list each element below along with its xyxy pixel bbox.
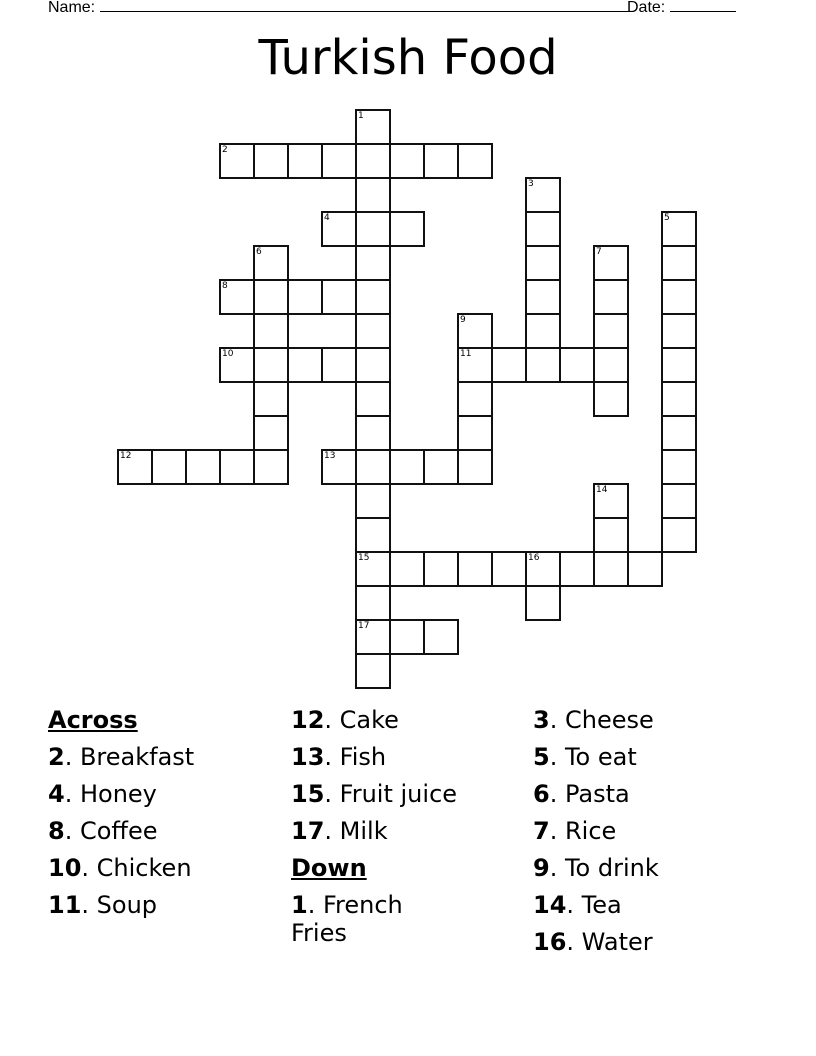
clue-down-5: 5. To eat [533, 743, 637, 771]
grid-cell[interactable] [661, 245, 697, 281]
grid-cell[interactable] [457, 347, 493, 383]
clue-down-7: 7. Rice [533, 817, 617, 845]
clue-number: 16 [528, 553, 540, 563]
grid-cell[interactable] [457, 449, 493, 485]
grid-cell[interactable] [389, 449, 425, 485]
grid-cell[interactable] [593, 313, 629, 349]
clue-across-12: 12. Cake [291, 706, 399, 734]
grid-cell[interactable] [355, 177, 391, 213]
grid-cell[interactable] [287, 347, 323, 383]
grid-cell[interactable] [525, 245, 561, 281]
grid-cell[interactable] [253, 279, 289, 315]
grid-cell[interactable] [321, 449, 357, 485]
clue-number: 14 [596, 485, 608, 495]
grid-cell[interactable] [355, 551, 391, 587]
clue-number: 17 [358, 621, 370, 631]
clue-number: 12 [120, 451, 132, 461]
grid-cell[interactable] [355, 211, 391, 247]
grid-cell[interactable] [389, 211, 425, 247]
grid-cell[interactable] [661, 279, 697, 315]
grid-cell[interactable] [389, 619, 425, 655]
clue-across-15: 15. Fruit juice [291, 780, 458, 808]
grid-cell[interactable] [355, 415, 391, 451]
grid-cell[interactable] [321, 211, 357, 247]
grid-cell[interactable] [661, 415, 697, 451]
grid-cell[interactable] [661, 313, 697, 349]
grid-cell[interactable] [457, 143, 493, 179]
clue-across-11: 11. Soup [48, 891, 158, 919]
grid-cell[interactable] [321, 143, 357, 179]
grid-cell[interactable] [525, 177, 561, 213]
clue-number: 11 [460, 349, 472, 359]
grid-cell[interactable] [253, 347, 289, 383]
clue-number: 3 [528, 179, 534, 189]
grid-cell[interactable] [355, 109, 391, 145]
down-heading: Down [291, 854, 367, 882]
grid-cell[interactable] [355, 517, 391, 553]
grid-cell[interactable] [355, 585, 391, 621]
clue-number: 10 [222, 349, 234, 359]
clue-number: 8 [222, 281, 228, 291]
grid-cell[interactable] [355, 619, 391, 655]
grid-cell[interactable] [525, 279, 561, 315]
grid-cell[interactable] [423, 619, 459, 655]
clue-down-1: 1. French Fries [291, 891, 403, 947]
clue-number: 5 [664, 213, 670, 223]
clue-across-13: 13. Fish [291, 743, 387, 771]
date-label: Date: [627, 0, 666, 16]
grid-cell[interactable] [423, 143, 459, 179]
grid-cell[interactable] [253, 381, 289, 417]
grid-cell[interactable] [355, 347, 391, 383]
grid-cell[interactable] [593, 381, 629, 417]
grid-cell[interactable] [661, 517, 697, 553]
page-title: Turkish Food [258, 30, 558, 86]
clue-down-9: 9. To drink [533, 854, 659, 882]
clue-across-2: 2. Breakfast [48, 743, 195, 771]
grid-cell[interactable] [593, 279, 629, 315]
clue-number: 13 [324, 451, 336, 461]
grid-cell[interactable] [457, 551, 493, 587]
clues-column-2 [291, 702, 457, 947]
grid-cell[interactable] [321, 347, 357, 383]
grid-cell[interactable] [525, 347, 561, 383]
grid-cell[interactable] [525, 211, 561, 247]
clue-number: 4 [324, 213, 330, 223]
grid-cell[interactable] [355, 143, 391, 179]
grid-cell[interactable] [593, 517, 629, 553]
clue-number: 7 [596, 247, 602, 257]
grid-cell[interactable] [491, 551, 527, 587]
grid-cell[interactable] [423, 551, 459, 587]
grid-cell[interactable] [355, 245, 391, 281]
name-label: Name: [48, 0, 96, 16]
grid-cell[interactable] [355, 483, 391, 519]
grid-cell[interactable] [287, 143, 323, 179]
clues-column-1 [48, 702, 194, 924]
grid-cell[interactable] [253, 313, 289, 349]
grid-cell[interactable] [185, 449, 221, 485]
grid-cell[interactable] [219, 279, 255, 315]
grid-cell[interactable] [389, 551, 425, 587]
grid-cell[interactable] [593, 551, 629, 587]
grid-cell[interactable] [491, 347, 527, 383]
grid-cell[interactable] [661, 483, 697, 519]
grid-cell[interactable] [253, 245, 289, 281]
clue-down-3: 3. Cheese [533, 706, 654, 734]
clue-number: 15 [358, 553, 370, 563]
grid-cell[interactable] [627, 551, 663, 587]
grid-cell[interactable] [525, 313, 561, 349]
grid-cell[interactable] [355, 381, 391, 417]
clue-across-4: 4. Honey [48, 780, 157, 808]
clue-across-8: 8. Coffee [48, 817, 158, 845]
grid-cell[interactable] [355, 279, 391, 315]
clue-number: 1 [358, 111, 364, 121]
grid-cell[interactable] [253, 415, 289, 451]
clue-across-17: 17. Milk [291, 817, 388, 845]
grid-cell[interactable] [219, 143, 255, 179]
grid-cell[interactable] [661, 347, 697, 383]
grid-cell[interactable] [559, 347, 595, 383]
grid-cell[interactable] [253, 449, 289, 485]
grid-cell[interactable] [219, 449, 255, 485]
grid-cell[interactable] [457, 381, 493, 417]
clue-down-16: 16. Water [533, 928, 653, 956]
grid-cell[interactable] [389, 143, 425, 179]
grid-cell[interactable] [661, 381, 697, 417]
grid-cell[interactable] [423, 449, 459, 485]
clue-down-14: 14. Tea [533, 891, 622, 919]
grid-cell[interactable] [593, 483, 629, 519]
grid-cell[interactable] [219, 347, 255, 383]
clue-down-6: 6. Pasta [533, 780, 630, 808]
grid-cell[interactable] [253, 143, 289, 179]
grid-cell[interactable] [661, 211, 697, 247]
clue-number: 6 [256, 247, 262, 257]
grid-cell[interactable] [151, 449, 187, 485]
grid-cell[interactable] [355, 313, 391, 349]
grid-cell[interactable] [593, 245, 629, 281]
grid-cell[interactable] [593, 347, 629, 383]
grid-cell[interactable] [525, 585, 561, 621]
grid-cell[interactable] [661, 449, 697, 485]
grid-cell[interactable] [457, 313, 493, 349]
across-heading: Across [48, 706, 138, 734]
clue-number: 2 [222, 145, 228, 155]
clue-across-10: 10. Chicken [48, 854, 192, 882]
grid-cell[interactable] [287, 279, 323, 315]
grid-cell[interactable] [525, 551, 561, 587]
grid-cell[interactable] [457, 415, 493, 451]
grid-cell[interactable] [117, 449, 153, 485]
grid-cell[interactable] [355, 653, 391, 689]
grid-cell[interactable] [355, 449, 391, 485]
clues-column-3 [533, 702, 659, 961]
grid-cell[interactable] [321, 279, 357, 315]
clue-number: 9 [460, 315, 466, 325]
grid-cell[interactable] [559, 551, 595, 587]
